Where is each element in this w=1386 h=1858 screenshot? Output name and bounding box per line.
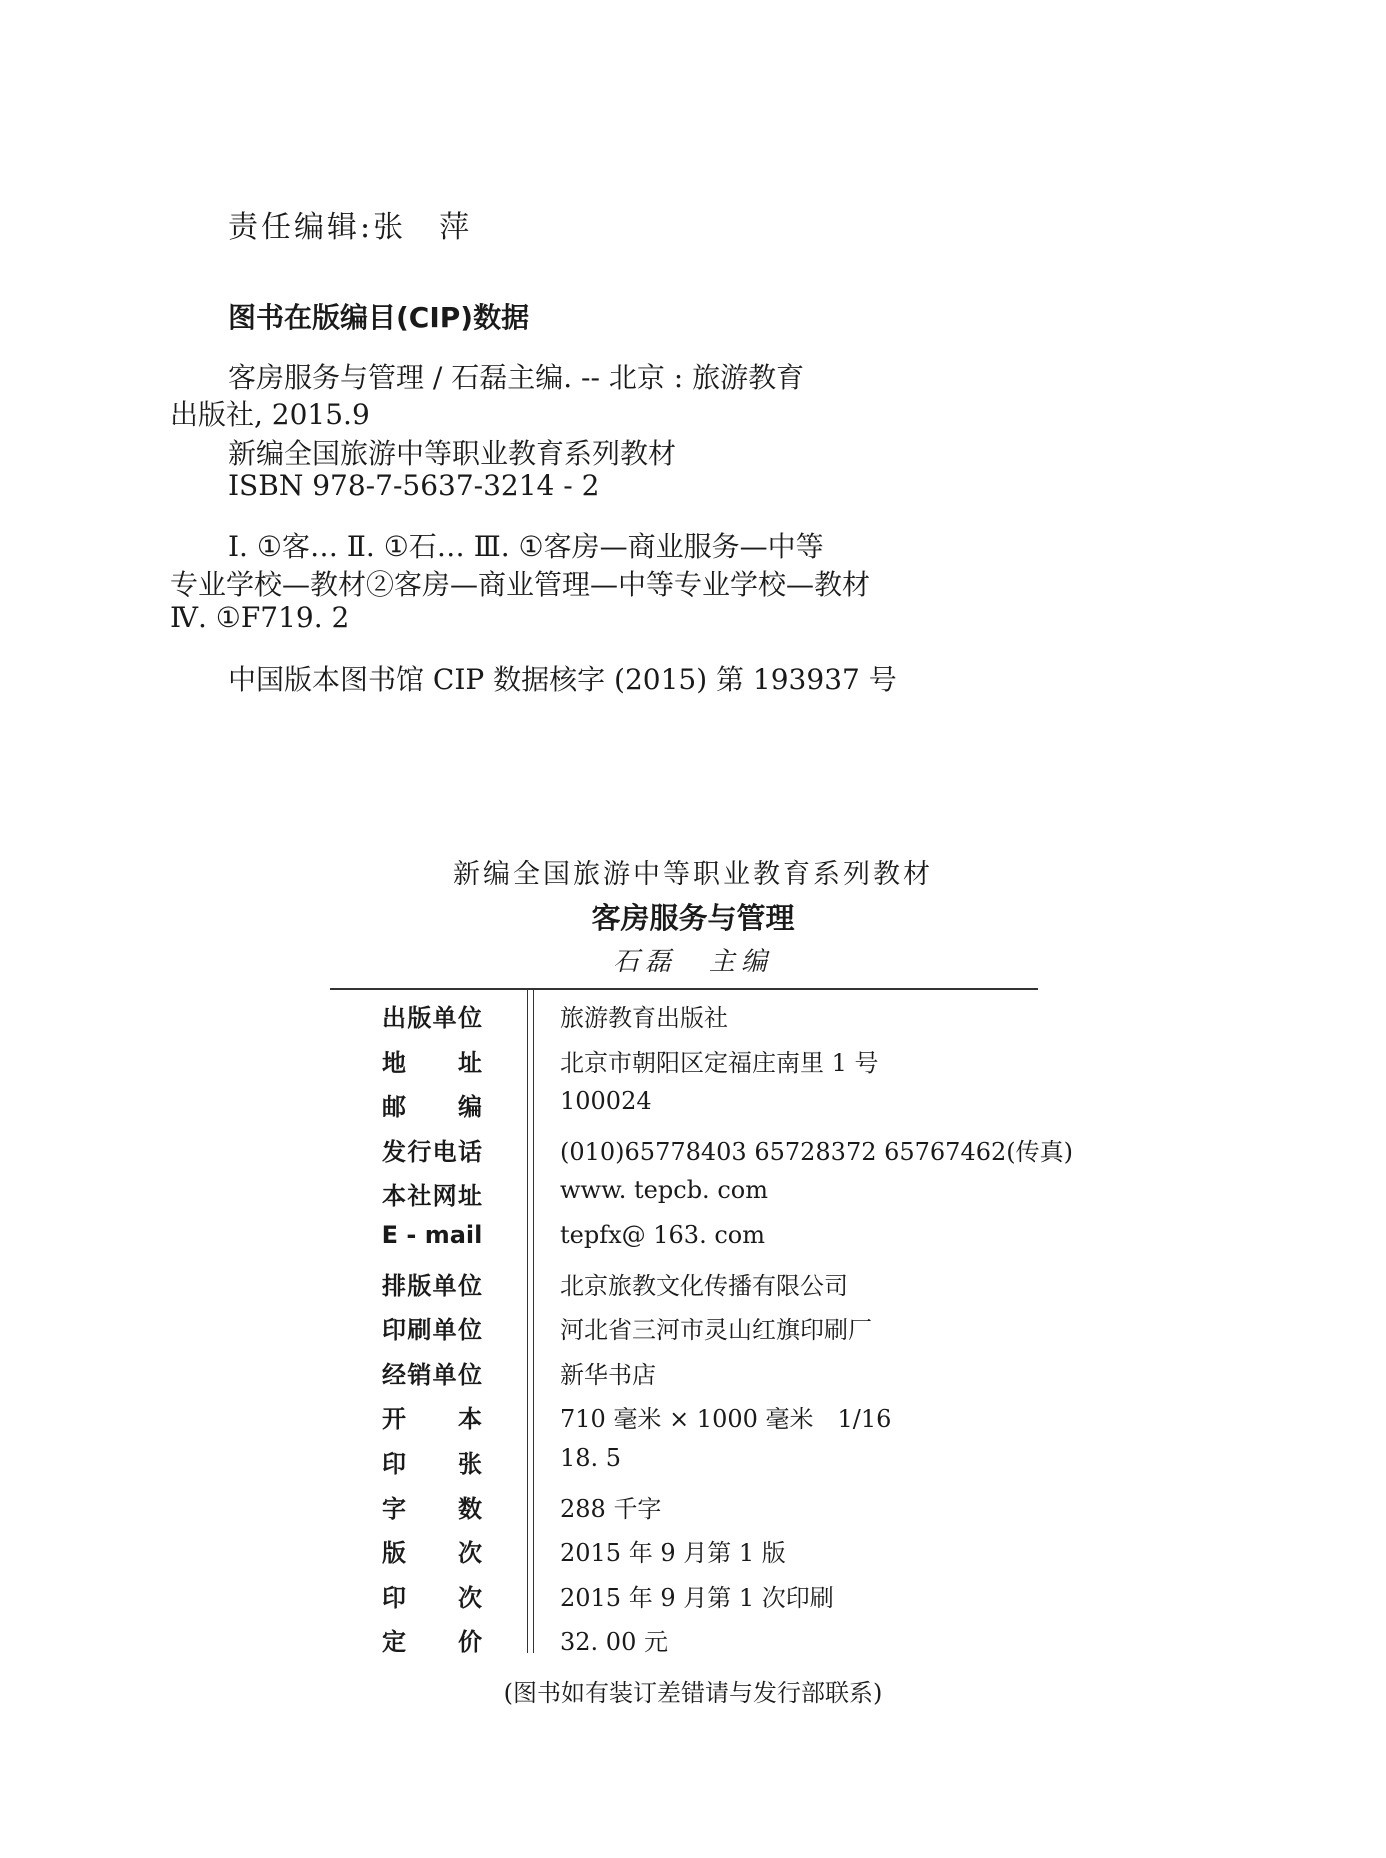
colophon-row-label-char: 排 [382, 1271, 406, 1300]
colophon-row [330, 1266, 1038, 1310]
colophon-row-label-char: 地 [382, 1048, 406, 1077]
colophon-row-label-char: 开 [382, 1405, 406, 1434]
colophon-row-label [382, 998, 482, 1033]
colophon-row-value: 18. 5 [560, 1444, 622, 1472]
colophon-top-rule [330, 988, 1038, 990]
colophon-row-label-char: 出 [382, 1004, 406, 1032]
colophon-row-value: www. tepcb. com [560, 1176, 768, 1205]
colophon-row-label-char: 电 [432, 1137, 457, 1166]
cip-isbn-line: ISBN 978-7-5637-3214 - 2 [228, 469, 600, 502]
colophon-row-label-char: 张 [458, 1450, 482, 1478]
responsible-editor: 责任编辑:张 萍 [228, 210, 473, 245]
colophon-row [330, 1444, 1038, 1488]
colophon-row-value: 100024 [560, 1087, 652, 1116]
colophon-row [330, 1578, 1038, 1622]
colophon-row [330, 1132, 1073, 1176]
colophon-row-label-char: 单 [432, 1271, 457, 1300]
colophon-row-label-char: 销 [407, 1360, 432, 1389]
colophon-row-value: 旅游教育出版社 [560, 1004, 728, 1032]
cip-subject-line-1: Ⅰ. ①客… Ⅱ. ①石… Ⅲ. ①客房—商业服务—中等 [228, 530, 824, 563]
colophon-row-label-text: E - mail [381, 1221, 483, 1249]
colophon-row [330, 1489, 1038, 1533]
cip-title-line: 客房服务与管理 / 石磊主编. -- 北京 : 旅游教育 [228, 361, 805, 394]
colophon-title: 客房服务与管理 [591, 901, 795, 935]
colophon-row-label-char: 单 [432, 1316, 457, 1345]
colophon-row-label [382, 1043, 482, 1078]
colophon-row-label [382, 1266, 482, 1301]
cip-record-number: 中国版本图书馆 CIP 数据核字 (2015) 第 193937 号 [228, 663, 897, 696]
colophon-row [330, 1087, 1038, 1131]
colophon-row-label-char: 版 [407, 1271, 432, 1300]
colophon-row-label [382, 1176, 482, 1211]
colophon-row-label [382, 1533, 482, 1568]
colophon-row-label-char: 单 [432, 1360, 457, 1389]
colophon-row-label-char: 定 [382, 1628, 406, 1657]
colophon-row-label-char: 编 [458, 1093, 482, 1122]
colophon-row-label-char: 印 [382, 1450, 406, 1478]
cip-classification-line: Ⅳ. ①F719. 2 [170, 601, 350, 634]
colophon-row-label [382, 1622, 482, 1657]
colophon-row-label [382, 1355, 482, 1390]
colophon-row-label-char: 单 [432, 1004, 457, 1032]
colophon-row-value: 北京市朝阳区定福庄南里 1 号 [560, 1048, 879, 1077]
colophon-row-value: 710 毫米 × 1000 毫米 1/16 [560, 1405, 892, 1434]
cip-series-line: 新编全国旅游中等职业教育系列教材 [228, 437, 677, 470]
colophon-row-label-char: 址 [458, 1048, 482, 1077]
colophon-row-value: 河北省三河市灵山红旗印刷厂 [560, 1316, 872, 1345]
colophon-row-label-char: 本 [458, 1405, 482, 1434]
colophon-row-label-char: 价 [458, 1628, 482, 1657]
colophon-row-label-char: 位 [457, 1271, 482, 1300]
colophon-row [330, 1043, 1038, 1087]
colophon-author: 石磊 主编 [612, 947, 773, 977]
colophon-row [330, 998, 1038, 1042]
colophon-row-label-char: 发 [382, 1137, 406, 1166]
colophon-row-label [382, 1444, 482, 1479]
colophon-row-label-char: 邮 [382, 1093, 406, 1122]
colophon-row-label-char: 印 [382, 1316, 406, 1345]
colophon-row [330, 1399, 1038, 1443]
colophon-row-label-char: 址 [457, 1182, 482, 1211]
colophon-row-label-char: 字 [382, 1494, 406, 1523]
colophon-row [330, 1310, 1038, 1354]
colophon-row-label [382, 1310, 482, 1345]
colophon-row-value: tepfx@ 163. com [560, 1221, 765, 1249]
colophon-row-label-char: 网 [432, 1182, 457, 1211]
colophon-row-value: 新华书店 [560, 1360, 656, 1389]
colophon-row-value: 2015 年 9 月第 1 次印刷 [560, 1583, 834, 1612]
cip-publisher-line: 出版社, 2015.9 [170, 398, 370, 431]
colophon-row-label-char: 位 [457, 1316, 482, 1345]
colophon-row [330, 1176, 1038, 1220]
colophon-row-value: 北京旅教文化传播有限公司 [560, 1271, 848, 1300]
colophon-row-label [382, 1399, 482, 1434]
colophon-row-label-char: 话 [457, 1137, 482, 1166]
cip-subject-line-2: 专业学校—教材②客房—商业管理—中等专业学校—教材 [170, 568, 871, 601]
colophon-row-label-char: 版 [382, 1539, 406, 1568]
colophon-row-value: (010)65778403 65728372 65767462(传真) [560, 1137, 1073, 1166]
colophon-row-label-char: 本 [382, 1182, 406, 1211]
colophon-row-label-char: 位 [457, 1360, 482, 1389]
colophon-row-label [382, 1087, 482, 1122]
colophon-row-label-char: 经 [382, 1360, 406, 1389]
colophon-series: 新编全国旅游中等职业教育系列教材 [453, 859, 933, 890]
colophon-row-label-char: 社 [407, 1182, 432, 1211]
colophon-row-label [382, 1578, 482, 1613]
colophon-row-label-char: 刷 [407, 1316, 432, 1345]
colophon-row [330, 1622, 1038, 1666]
colophon-row-label-char: 行 [407, 1137, 432, 1166]
colophon-row-value: 2015 年 9 月第 1 版 [560, 1539, 786, 1568]
colophon-row-label-char: 位 [457, 1004, 482, 1032]
colophon-row-label [382, 1489, 482, 1524]
colophon-row-label-char: 次 [458, 1539, 482, 1568]
colophon-row-value: 32. 00 元 [560, 1628, 668, 1657]
colophon-row-label-char: 数 [458, 1494, 482, 1523]
colophon-row-label [382, 1132, 482, 1167]
colophon-row-label-char: 次 [458, 1583, 482, 1612]
colophon-footer-note: (图书如有装订差错请与发行部联系) [503, 1679, 883, 1707]
colophon-row-label-char: 印 [382, 1583, 406, 1612]
colophon-row-label-char: 版 [407, 1004, 432, 1032]
colophon-row [330, 1533, 1038, 1577]
colophon-row [330, 1221, 1038, 1265]
colophon-row [330, 1355, 1038, 1399]
cip-heading: 图书在版编目(CIP)数据 [228, 301, 530, 334]
colophon-row-value: 288 千字 [560, 1494, 662, 1523]
colophon-row-label [382, 1221, 482, 1249]
